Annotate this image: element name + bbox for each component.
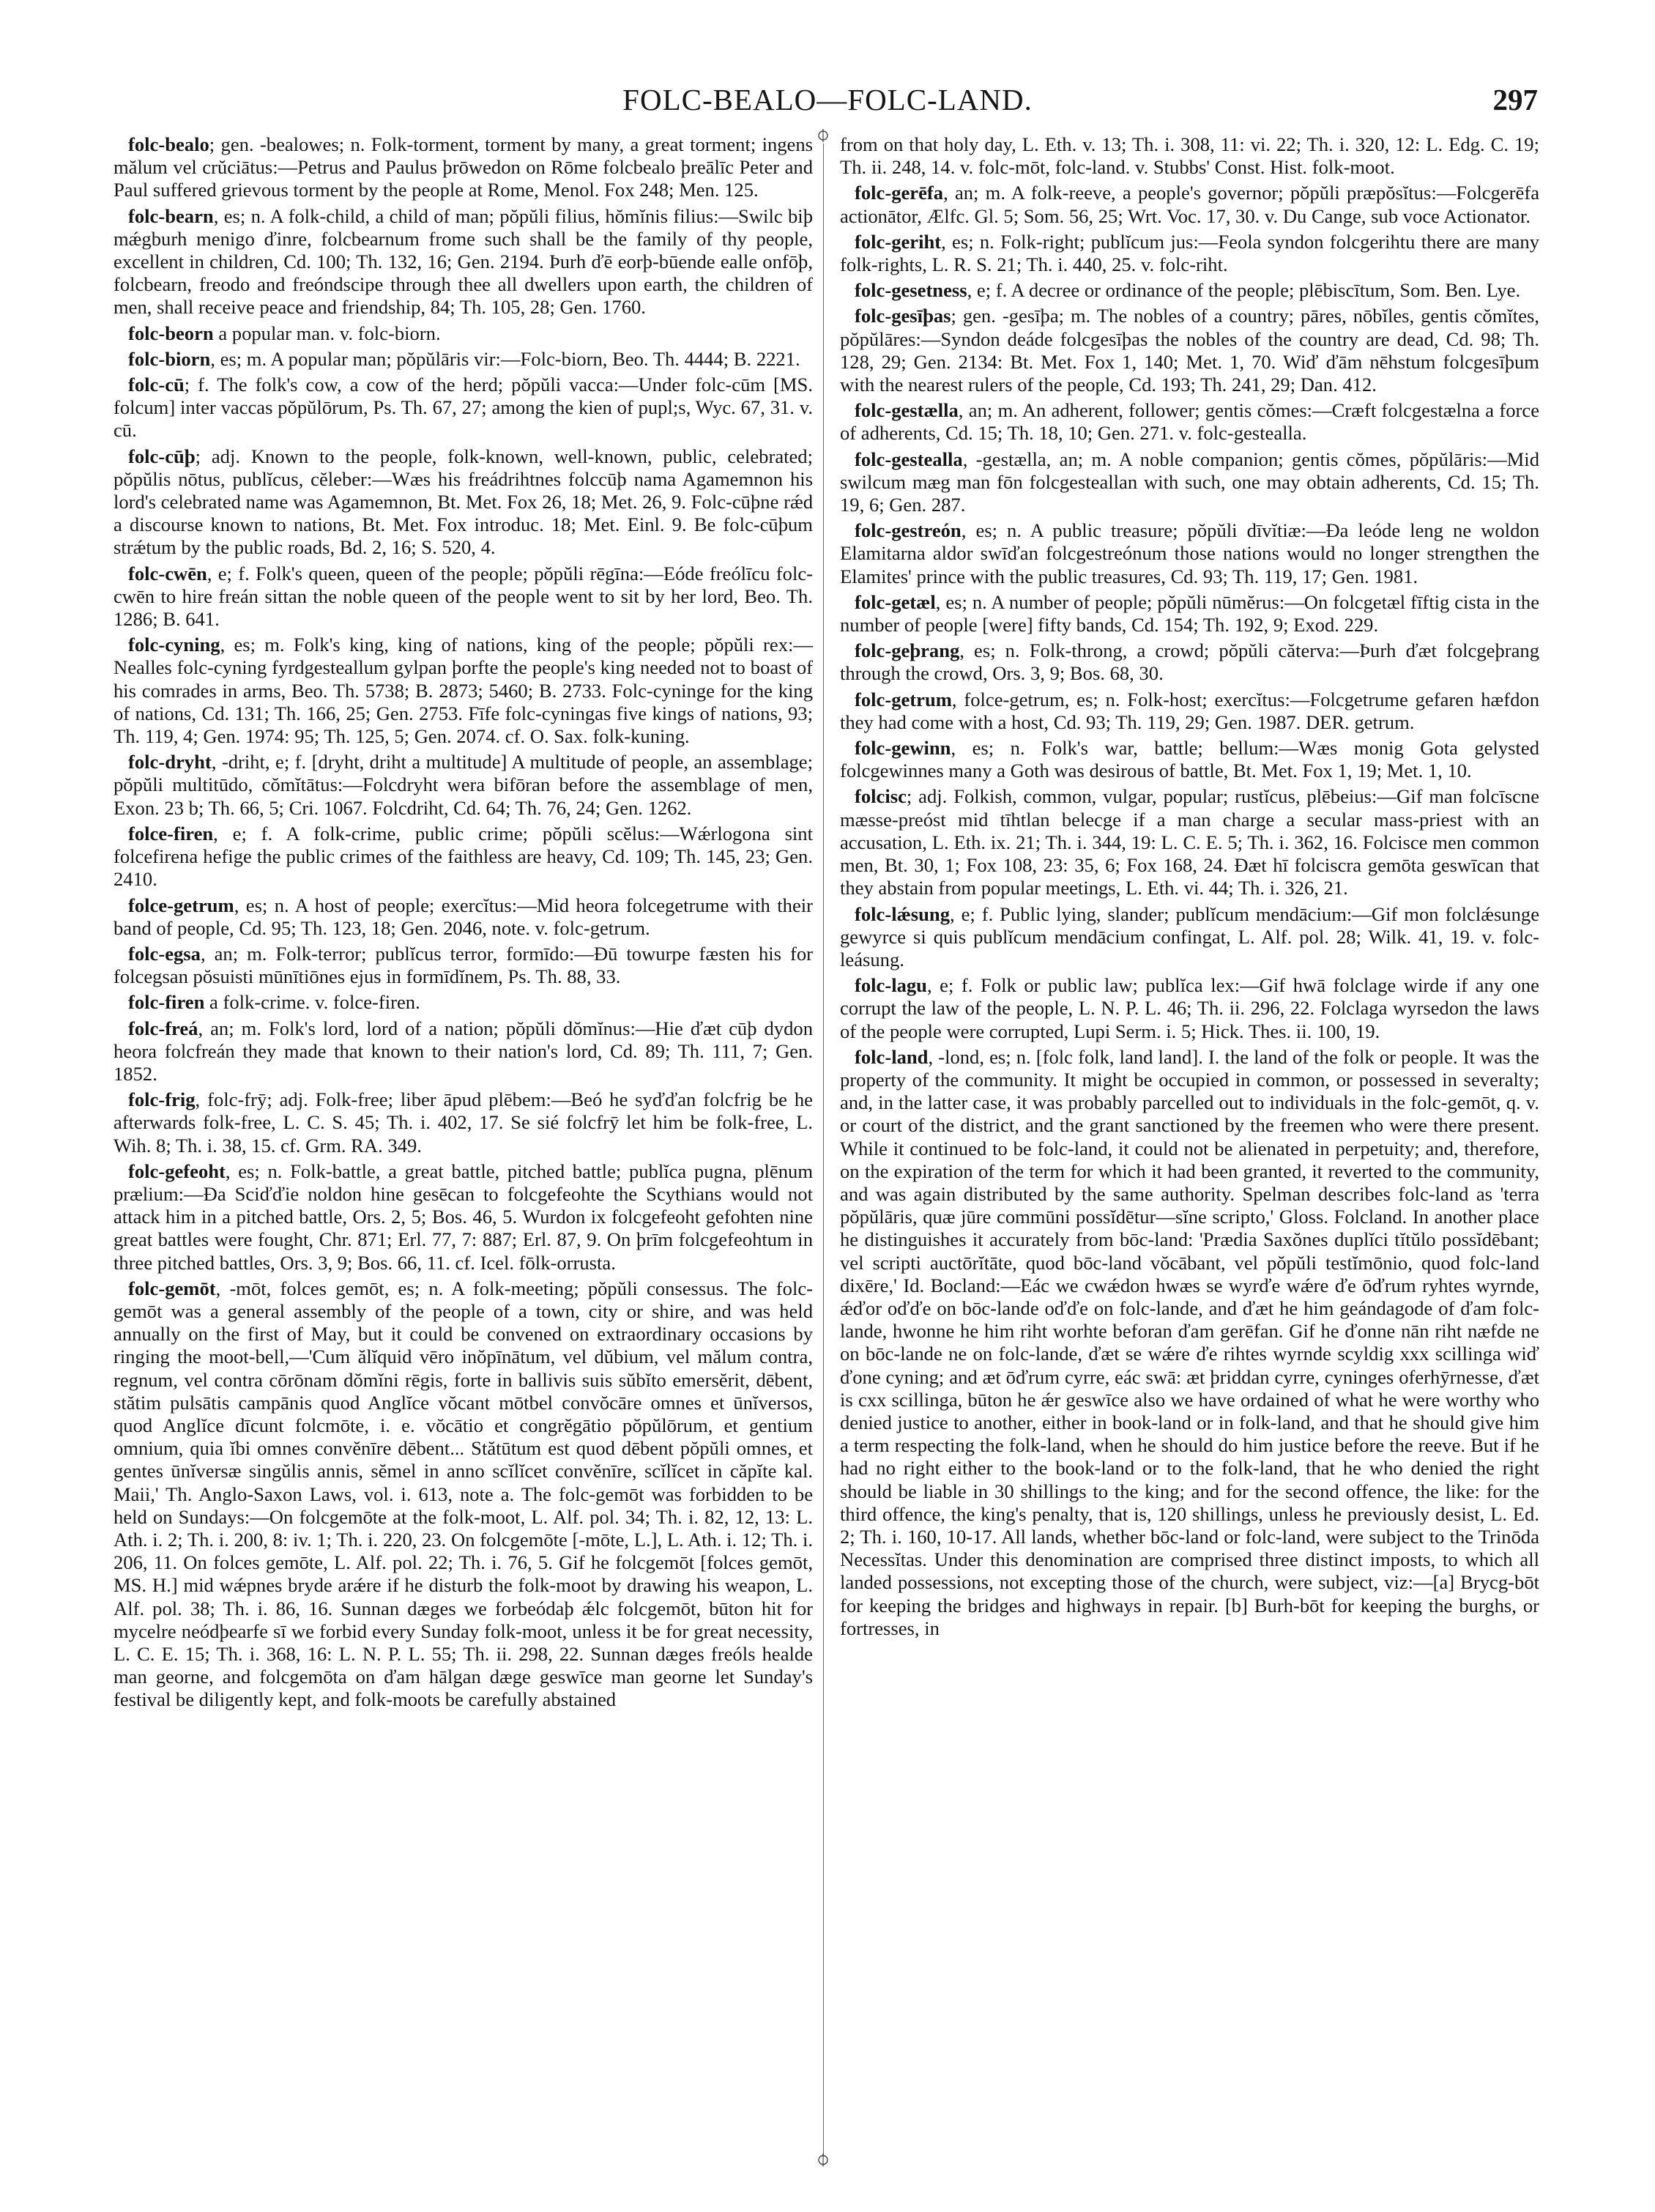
right-column — [840, 133, 1539, 1643]
entry-definition: , -gestælla, an; m. A noble companion; gentis cŏmes, pŏpŭlāris:—Mid swilcum mæg man fōn folcgesteallan with such, one may obtain adherents, Cd. 15; Th. 19, 6; Gen. 287. — [840, 448, 1539, 516]
dictionary-entry — [114, 445, 813, 560]
entry-headword: folc-bearn — [128, 204, 214, 227]
entry-definition: , es; n. Folk-battle, a great battle, pitched battle; publĭca pugna, plēnum prælium:—Ða Sciďďie noldon hine gesēcan to folcgefeohte the Scythians would not attack him in a pitched battle, Ors. 2, 5; Bos. 46, 5. Wurdon ix folcgefeoht gefohten nine great battles were fought, Chr. 871; Erl. 77, 7: 887; Erl. 87, 9. On þrīm folcgefeohtum in three pitched battles, Ors. 3, 9; Bos. 66, 11. cf. Icel. fōlk-orrusta. — [114, 1159, 813, 1274]
dictionary-entry — [114, 1160, 813, 1274]
entry-definition: , es; n. Folk's war, battle; bellum:—Wæs monig Gota gelysted folcgewinnes many a Goth was desirous of battle, Bt. Met. Fox 1, 19; Met. 1, 10. — [840, 737, 1539, 782]
entry-headword: folcisc — [855, 785, 907, 808]
dictionary-entry — [114, 634, 813, 748]
entry-headword: folc-egsa — [128, 942, 201, 965]
entry-headword: folc-gestreón — [855, 519, 962, 542]
entry-definition: , -driht, e; f. [dryht, driht a multitude] A multitude of people, an assemblage; pŏpŭli multitūdo, cŏmĭtātus:—Folcdryht wera bifōran before the assemblage of men, Exon. 23 b; Th. 66, 5; Cri. 1067. Folcdriht, Cd. 64; Th. 76, 24; Gen. 1262. — [114, 751, 813, 819]
entry-headword: folc-beorn — [128, 322, 214, 344]
dictionary-entry — [114, 205, 813, 319]
entry-definition: , e; f. Folk or public law; publĭca lex:—Gif hwā folclage wirde if any one corrupt the law of the people, L. N. P. L. 46; Th. ii. 296, 22. Folclaga wyrsedon the laws of the people were corrupted, Lupi Serm. i. 5; Hick. Thes. ii. 100, 19. — [840, 974, 1539, 1042]
entry-headword: folc-gefeoht — [128, 1159, 226, 1182]
entry-definition: from on that holy day, L. Eth. v. 13; Th. i. 308, 11: vi. 22; Th. i. 320, 12: L. Edg. C. 19; Th. ii. 248, 14. v. folc-mōt, folc-land. v. Stubbs' Const. Hist. folk-moot. — [840, 133, 1539, 179]
dictionary-entry — [114, 374, 813, 442]
dictionary-entry — [840, 689, 1539, 734]
column-ornament-bottom-icon — [817, 2153, 830, 2167]
dictionary-entry — [840, 305, 1539, 396]
entry-headword: folc-biorn — [128, 347, 211, 370]
dictionary-entry — [114, 991, 813, 1014]
entry-definition: ; gen. -gesīþa; m. The nobles of a country; pāres, nōbĭles, gentis cŏmĭtes, pŏpŭlāres:—Syndon deáde folcgesīþas the nobles of the country are dead, Cd. 98; Th. 128, 29; Gen. 2134: Bt. Met. Fox 1, 140; Met. 1, 70. Wiď ďām nēhstum folcgesīþum with the nearest rulers of the people, Cd. 193; Th. 241, 29; Dan. 412. — [840, 305, 1539, 396]
dictionary-entry — [114, 1017, 813, 1086]
entry-definition: a popular man. v. folc-biorn. — [213, 322, 441, 344]
entry-definition: , an; m. An adherent, follower; gentis cŏmes:—Cræft folcgestælna a force of adherents, Cd. 15; Th. 18, 10; Gen. 271. v. folc-gestealla. — [840, 399, 1539, 445]
entry-definition: , folce-getrum, es; n. Folk-host; exercĭtus:—Folcgetrume gefaren hæfdon they had come with a host, Cd. 93; Th. 119, 29; Gen. 1987. DER. getrum. — [840, 688, 1539, 733]
page-header — [117, 82, 1538, 126]
page-number: 297 — [1492, 83, 1538, 116]
entry-headword: folc-geriht — [855, 230, 942, 253]
dictionary-entry — [840, 903, 1539, 972]
entry-headword: folc-cwēn — [128, 562, 207, 584]
entry-headword: folc-geþrang — [855, 639, 960, 662]
entry-definition: , es; n. A number of people; pŏpŭli nūmĕrus:—On folcgetæl fīftig cista in the number of people [were] fifty bands, Cd. 154; Th. 192, 9; Exod. 229. — [840, 590, 1539, 636]
entry-headword: folc-gewinn — [855, 737, 951, 760]
running-title: FOLC-BEALO—FOLC-LAND. — [622, 83, 1033, 116]
dictionary-entry — [840, 182, 1539, 227]
dictionary-entry — [840, 591, 1539, 636]
entry-headword: folce-getrum — [128, 894, 234, 916]
entry-headword: folc-gemōt — [128, 1277, 216, 1299]
entry-headword: folc-gestælla — [855, 399, 959, 422]
dictionary-entry — [114, 823, 813, 891]
entry-headword: folce-firen — [128, 822, 214, 845]
entry-definition: , e; f. Public lying, slander; publĭcum mendācium:—Gif mon folclǽsunge gewyrce si quis publĭcum mendācium confingat, L. Alf. pol. 28; Wilk. 41, 19. v. folc-leásung. — [840, 902, 1539, 970]
entry-definition: ; f. The folk's cow, a cow of the herd; pŏpŭli vacca:—Under folc-cūm [MS. folcum] inter vaccas pŏpŭlōrum, Ps. Th. 67, 27; among the kien of pupl;s, Wyc. 67, 31. v. cū. — [114, 374, 813, 442]
column-divider — [823, 144, 824, 2156]
entry-headword: folc-getrum — [855, 688, 952, 710]
entry-definition: ; gen. -bealowes; n. Folk-torment, torment by many, a great torment; ingens mălum vel crŭciātus:—Petrus and Paulus þrōwedon on Rōme folcbealo þreālīc Peter and Paul suffered grievous torment by the people at Rome, Menol. Fox 248; Men. 125. — [114, 133, 813, 201]
dictionary-entry — [114, 751, 813, 820]
entry-definition: , es; n. A folk-child, a child of man; pŏpŭli filius, hŏmĭnis filius:—Swilc biþ mǽgburh menigo ďinre, folcbearnum frome such shall be the family of thy people, excellent in children, Cd. 100; Th. 132, 16; Gen. 2194. Þurh ďē eorþ-būende ealle onfōþ, folcbearn, freodo and freóndscipe through thee all dwellers upon earth, the children of men, shall receive peace and friendship, 84; Th. 105, 28; Gen. 1760. — [114, 204, 813, 319]
dictionary-entry — [114, 348, 813, 371]
entry-headword: folc-cyning — [128, 634, 220, 656]
entry-definition: ; adj. Folkish, common, vulgar, popular; rustĭcus, plēbeius:—Gif man folcīscne mæsse-preóst mid tīhtlan belecge if a man charge a secular mass-priest with an accusation, L. Eth. ix. 21; Th. i. 344, 19: L. C. E. 5; Th. i. 362, 16. Folcisce men common men, Bt. 30, 1; Fox 108, 23: 35, 6; Fox 168, 24. Ðæt hī folciscra gemōta geswīcan that they abstain from popular meetings, L. Eth. vi. 44; Th. i. 326, 21. — [840, 785, 1539, 899]
entry-headword: folc-bealo — [128, 133, 209, 155]
dictionary-entry — [840, 399, 1539, 445]
dictionary-entry — [840, 231, 1539, 276]
dictionary-entry — [840, 974, 1539, 1043]
entry-definition: , e; f. A decree or ordinance of the people; plēbiscītum, Som. Ben. Lye. — [967, 279, 1521, 302]
dictionary-entry — [114, 1277, 813, 1712]
dictionary-entry — [840, 737, 1539, 782]
entry-definition: , es; m. Folk's king, king of nations, king of the people; pŏpŭli rex:—Nealles folc-cyning fyrdgesteallum gylpan þorfte the people's king needed not to boast of his comrades in arms, Beo. Th. 5738; B. 2873; 5460; B. 2733. Folc-cyninge for the king of nations, Cd. 131; Th. 166, 25; Gen. 2753. Fīfe folc-cyningas five kings of nations, 93; Th. 119, 4; Gen. 1974: 95; Th. 125, 5; Gen. 2074. cf. O. Sax. folk-kuning. — [114, 634, 813, 748]
entry-definition: , folc-frȳ; adj. Folk-free; liber āpud plēbem:—Beó he syďďan folcfrig be he afterwards folk-free, L. C. S. 45; Th. i. 402, 17. Se sié folcfrȳ let him be folk-free, L. Wih. 8; Th. i. 38, 15. cf. Grm. RA. 349. — [114, 1088, 813, 1157]
entry-definition: , es; n. Folk-right; publĭcum jus:—Feola syndon folcgerihtu there are many folk-rights, L. R. S. 21; Th. i. 440, 25. v. folc-riht. — [840, 230, 1539, 276]
entry-headword: folc-gestealla — [855, 448, 963, 470]
entry-definition: , an; m. Folk-terror; publĭcus terror, formīdo:—Ðū towurpe fæsten his for folcegsan pŏsuisti mūnītiōnes ejus in formīdĭnem, Ps. Th. 88, 33. — [114, 942, 813, 988]
column-ornament-top-icon — [817, 129, 830, 142]
dictionary-entry — [840, 639, 1539, 685]
entry-definition: , es; n. A public treasure; pŏpŭli dīvĭtiæ:—Ða leóde leng ne woldon Elamitarna aldor swīďan folcgestreónum those nations would no longer strengthen the Elamites' prince with the public treasures, Cd. 93; Th. 119, 17; Gen. 1981. — [840, 519, 1539, 587]
entry-definition: , e; f. A folk-crime, public crime; pŏpŭli scĕlus:—Wǽrlogona sint folcefirena hefige the public crimes of the faithless are heavy, Cd. 109; Th. 145, 23; Gen. 2410. — [114, 822, 813, 891]
entry-headword: folc-gerēfa — [855, 182, 944, 204]
dictionary-entry — [114, 1088, 813, 1157]
dictionary-entry — [840, 785, 1539, 899]
entry-headword: folc-lǽsung — [855, 902, 951, 925]
entry-definition: ; adj. Known to the people, folk-known, well-known, public, celebrated; pŏpŭlis nōtus, publĭcus, cĕleber:—Wæs his freádrihtnes folccūþ nama Agamemnon his lord's celebrated name was Agamemnon, Bt. Met. Fox 26, 18; Met. 26, 9. Folc-cūþne rǽd a discourse known to nations, Bt. Met. Fox introduc. 18; Met. Einl. 9. Be folc-cūþum strǽtum by the public roads, Bd. 2, 16; S. 520, 4. — [114, 445, 813, 559]
entry-definition: , an; m. A folk-reeve, a people's governor; pŏpŭli præpŏsĭtus:—Folcgerēfa actionātor, Ælfc. Gl. 5; Som. 56, 25; Wrt. Voc. 17, 30. v. Du Cange, sub voce Actionator. — [840, 182, 1539, 227]
entry-headword: folc-lagu — [855, 974, 927, 997]
entry-headword: folc-cū — [128, 374, 185, 396]
entry-headword: folc-getæl — [855, 590, 936, 613]
entry-definition: , an; m. Folk's lord, lord of a nation; pŏpŭli dŏmĭnus:—Hie ďæt cūþ dydon heora folcfreán they made that known to their nation's lord, Cd. 89; Th. 111, 7; Gen. 1852. — [114, 1017, 813, 1085]
left-column — [114, 133, 813, 1715]
dictionary-entry — [840, 1046, 1539, 1640]
entry-definition: , es; m. A popular man; pŏpŭlāris vir:—Folc-biorn, Beo. Th. 4444; B. 2221. — [210, 347, 800, 370]
dictionary-entry — [114, 322, 813, 345]
entry-definition: , e; f. Folk's queen, queen of the people; pŏpŭli rēgīna:—Eóde freólīcu folc-cwēn to hire freán sittan the noble queen of the people went to sit by her lord, Beo. Th. 1286; B. 641. — [114, 562, 813, 631]
dictionary-entry — [840, 448, 1539, 517]
entry-headword: folc-dryht — [128, 751, 212, 773]
entry-headword: folc-gesetness — [855, 279, 967, 302]
dictionary-entry — [114, 943, 813, 988]
entry-headword: folc-firen — [128, 991, 205, 1014]
entry-headword: folc-cūþ — [128, 445, 196, 467]
dictionary-entry — [114, 894, 813, 940]
entry-definition: , es; n. A host of people; exercĭtus:—Mid heora folcegetrume with their band of people, Cd. 95; Th. 123, 18; Gen. 2046, note. v. folc-getrum. — [114, 894, 813, 939]
dictionary-entry — [840, 279, 1539, 302]
entry-definition: , -lond, es; n. [folc folk, land land]. I. the land of the folk or people. It was the property of the community. It might be occupied in common, or possessed in severalty; and, in the latter case, it was probably parcelled out to individuals in the folc-gemōt, q. v. or court of the district, and the grant sanctioned by the freemen who were there present. While it continued to be folc-land, it could not be alienated in perpetuity; and, therefore, on the expiration of the term for which it had been granted, it reverted to the community, and was again distributed by the same authority. Spelman describes folc-land as 'terra pŏpŭlāris, quæ jūre commūni possĭdētur—sĭne scripto,' Gloss. Folcland. In another place he distinguishes it accurately from bōc-land: 'Prædia Saxŏnes duplĭci tĭtŭlo possĭdēbant; vel scripti auctōrĭtāte, quod bōc-land vŏcābant, vel pŏpŭli testĭmōnio, quod folc-land dixēre,' Id. Bocland:—Eác we cwǽdon hwæs se wyrďe wǽre ďe ōďrum ryhtes wyrnde, ǽďor oďďe on bōc-lande oďďe on folc-lande, and ďæt he him geándagode of ďam folc-lande, hwonne he him riht worhte beforan ďam gerēfan. Gif he ďonne nān riht næfde ne on bōc-lande ne on folc-lande, ďæt se wǽre ďe rihtes wyrnde scyldig xxx scillinga wiď ďone cyning; and æt ōďrum cyrre, eác swā: æt þriddan cyrre, cyninges oferhȳrnesse, ďæt is cxx scillinga, būton he ǽr geswīce also we have ordained of what he were worthy who denied justice to another, either in book-land or in folk-land, and that he should give him a term respecting the folk-land, when he should do him justice before the reeve. But if he had no right either to the book-land or to the folk-land, that he who denied the right should be liable in 30 shillings to the king; and for the second offence, the like: for the third offence, the king's penalty, that is, 120 shillings, unless he previously desist, L. Ed. 2; Th. i. 160, 10-17. All lands, whether bōc-land or folc-land, were subject to the Trinōda Necessĭtas. Under this denomination are comprised three distinct imposts, to which all landed possessions, not excepting those of the church, were subject, viz:—[a] Brycg-bōt for keeping the bridges and highways in repair. [b] Burh-bōt for keeping the burghs, or fortresses, in — [840, 1045, 1539, 1639]
entry-headword: folc-land — [855, 1045, 929, 1068]
dictionary-entry — [840, 133, 1539, 179]
entry-definition: a folk-crime. v. folce-firen. — [204, 991, 420, 1014]
dictionary-entry — [114, 563, 813, 631]
dictionary-entry — [114, 133, 813, 202]
entry-headword: folc-gesīþas — [855, 305, 951, 327]
entry-definition: , es; n. Folk-throng, a crowd; pŏpŭli căterva:—Þurh ďæt folcgeþrang through the crowd, Ors. 3, 9; Bos. 68, 30. — [840, 639, 1539, 685]
entry-definition: , -mōt, folces gemōt, es; n. A folk-meeting; pŏpŭli consessus. The folc-gemōt was a general assembly of the people of a town, city or shire, and was held annually on the first of May, but it could be convened on extraordinary occasions by ringing the moot-bell,—'Cum ălĭquid vēro inŏpīnātum, vel dŭbium, vel mălum contra, regnum, vel contra cōrōnam dŏmĭni rēgis, forte in ballivis suis sŭbĭto emersĕrit, dēbent, stătim pulsātis campānis quod Anglĭce vŏcant mōtbel convŏcāre omnes et ūnĭversos, quod Anglĭce dīcunt folcmōte, i. e. vŏcātio et congrĕgātio pŏpŭlōrum, et gentium omnium, quia ĭbi omnes convĕnīre dēbent... Stătūtum est quod dēbent pŏpŭli omnes, et gentes ūnĭversæ singŭlis annis, sĕmel in anno scĭlĭcet convĕnīre, scĭlĭcet in căpĭte kal. Maii,' Th. Anglo-Saxon Laws, vol. i. 613, note a. The folc-gemōt was forbidden to be held on Sundays:—On folcgemōte at the folk-moot, L. Alf. pol. 34; Th. i. 82, 12, 13: L. Ath. i. 2; Th. i. 200, 8: iv. 1; Th. i. 220, 23. On folcgemōte [-mōte, L.], L. Ath. i. 12; Th. i. 206, 11. On folces gemōte, L. Alf. pol. 22; Th. i. 76, 5. Gif he folcgemōt [folces gemōt, MS. H.] mid wǽpnes bryde arǽre if he disturb the folk-moot by drawing his weapon, L. Alf. pol. 38; Th. i. 86, 16. Sunnan dæges we forbeódaþ ǽlc folcgemōt, būton hit for mycelre neódþearfe sī we forbid every Sunday folk-moot, unless it be for great necessity, L. C. E. 15; Th. i. 368, 16: L. N. P. L. 55; Th. ii. 298, 22. Sunnan dæges freóls healde man georne, and folcgemōta on ďam hālgan dæge geswīce man georne let Sunday's festival be diligently kept, and folk-moots be carefully abstained — [114, 1277, 813, 1711]
entry-headword: folc-freá — [128, 1017, 198, 1039]
entry-headword: folc-frig — [128, 1088, 196, 1111]
dictionary-entry — [840, 519, 1539, 588]
